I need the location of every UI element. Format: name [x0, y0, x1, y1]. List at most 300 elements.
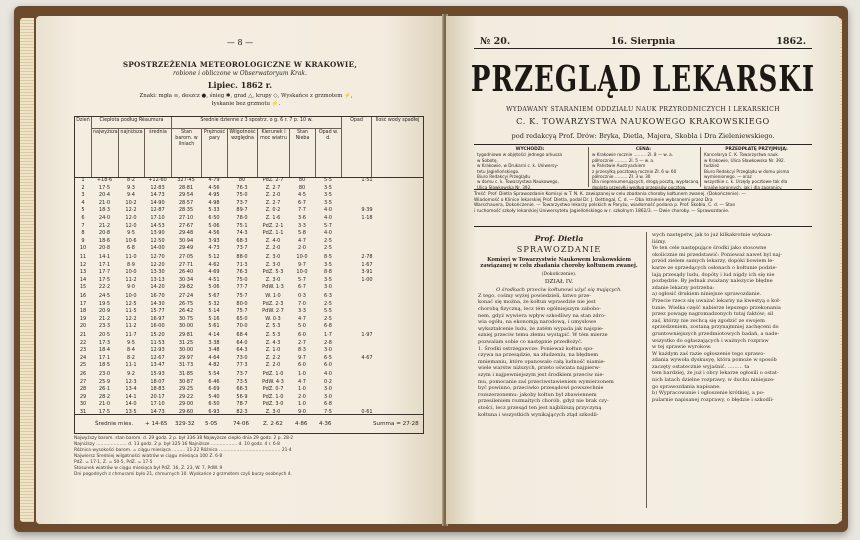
table-cell: 8·5	[324, 254, 332, 260]
table-cell: 327·45	[177, 177, 195, 183]
table-cell: 9·2	[127, 371, 135, 377]
table-row	[75, 340, 423, 348]
article-section: DZIAŁ IV.	[544, 278, 574, 285]
header-mean: średnia	[144, 129, 171, 177]
article-note: (Dokończenie).	[541, 271, 577, 277]
table-cell: 17·1	[98, 354, 111, 361]
open-book	[14, 6, 848, 532]
month-heading: Lipiec. 1862 r.	[207, 80, 273, 90]
header-min: najniższa	[118, 129, 144, 177]
table-cell: 18·6	[98, 237, 111, 244]
table-cell: 17·5	[98, 276, 111, 283]
masthead-subtitle-1: WYDAWANY STARANIEM ODDZIAŁU NAUK PRZYRODNICZYCH I LEKARSKICH	[506, 106, 780, 113]
table-cell: 2·5	[324, 237, 332, 244]
table-cell: 6·8	[324, 323, 332, 330]
table-row	[75, 200, 423, 208]
masthead-title: PRZEGLĄD LEKARSKI	[470, 60, 816, 101]
table-cell: 12	[79, 261, 87, 268]
table-row	[75, 394, 423, 402]
table-cell: 12·2	[125, 207, 137, 214]
table-cell: 1·51	[361, 177, 373, 183]
table-row	[75, 323, 423, 331]
table-cell: 70·0	[236, 323, 248, 330]
table-cell: 9·7	[298, 261, 306, 268]
table-cell: 1·67	[361, 261, 373, 268]
table-cell: 26·75	[178, 300, 194, 307]
table-cell: 76·3	[236, 184, 248, 191]
table-cell: 9	[81, 237, 85, 244]
table-cell: 75·0	[236, 276, 248, 283]
info-line: w Krakowie, w Drukarni c. k. Uniwersy-	[477, 163, 559, 169]
table-cell: 12·83	[150, 184, 165, 191]
table-cell: 4·56	[208, 184, 220, 191]
table-cell: 5·14	[208, 308, 220, 315]
table-cell: 73·7	[236, 199, 248, 206]
text-line: szym i najpewniejszym jest środkiem przeciw nie-	[478, 371, 605, 378]
table-cell: 5	[81, 207, 85, 214]
text-line: rozszerzonemu: jakoby kołtun był zbawiennem	[478, 391, 597, 398]
table-cell	[341, 185, 393, 193]
text-line: zaś, którzy nie zechcą się zgodzić ze swojem	[652, 317, 765, 324]
table-cell	[341, 394, 393, 402]
table-cell: 20·9	[98, 308, 111, 315]
table-cell: 29·25	[178, 386, 194, 393]
info-line: Biuro Redakcyi Przeglądu	[477, 174, 531, 180]
table-cell: 17·3	[98, 339, 111, 346]
table-cell: 11·0	[125, 254, 137, 260]
table-cell: 5·06	[208, 284, 220, 291]
table-cell: 20·5	[98, 332, 111, 338]
text-line: chorobą fizyczną, lecz tém ogólniejszym zabobo-	[478, 306, 601, 312]
table-cell: 9·0	[127, 284, 135, 291]
table-cell: 6·0	[298, 362, 306, 369]
info-line: doplata przesyłki według przepisów pocztow.	[592, 184, 687, 190]
table-cell: 2·5	[324, 300, 332, 307]
table-cell: 7·7	[298, 207, 306, 214]
table-cell: 28·35	[178, 207, 194, 214]
table-cell: 29·48	[178, 230, 194, 237]
table-cell: 4·98	[208, 199, 220, 206]
table-cell	[341, 362, 393, 370]
info-line: Kancelarya C. K. Towarzystwa nauk.	[704, 152, 780, 158]
table-cell: 18	[79, 308, 87, 315]
table-cell: 29·81	[178, 332, 194, 338]
table-cell: 21·2	[98, 222, 111, 229]
publication-info-box	[474, 144, 812, 190]
table-cell: 5·54	[208, 371, 220, 377]
table-cell: 19·5	[98, 300, 111, 307]
table-cell: 4·0	[324, 207, 332, 214]
table-row	[75, 245, 423, 253]
text-line: wia ogółu, na ekonomją narodową, i umysłowe	[478, 319, 597, 326]
table-cell: 11·5	[125, 308, 137, 315]
table-cell: 7·0	[298, 300, 306, 307]
table-cell: 1·00	[361, 276, 373, 283]
table-row	[75, 207, 423, 215]
header-day: Dzień	[76, 118, 90, 123]
note-line: Stosunek wiatrów w ciągu miesiąca był PdZ. 16, Z. 23, W. 7, PdW. 9	[74, 466, 223, 471]
table-row	[75, 238, 423, 246]
article-heading: SPRAWOZDANIE	[516, 244, 602, 254]
table-row	[75, 192, 423, 200]
table-cell	[341, 293, 393, 301]
text-line: zdania wywoła dyskusyę, która pomoże w sposób	[652, 357, 777, 364]
table-cell: 3·0	[324, 347, 332, 354]
table-cell: 8·8	[324, 269, 332, 276]
text-line: pozbędzie. By jednak zważany należycie błędne	[652, 278, 773, 285]
divider	[474, 226, 812, 227]
note-line: PdZ. = 17·1, Z. = 50·5, PdZ. = 17·5	[74, 460, 153, 465]
table-cell: 12·93	[150, 347, 165, 354]
table-cell: 4	[81, 199, 85, 206]
text-line: wykształcenie ludu, że zatém wypada jak najspie-	[478, 325, 604, 332]
table-cell: 31·25	[178, 339, 194, 346]
table-cell: 8·2	[127, 177, 135, 183]
table-cell: 14·1	[98, 254, 111, 260]
table-cell: 71·3	[236, 261, 248, 268]
meteorological-title: SPOSTRZEŻENIA METEOROLOGICZNE W KRAKOWIE,	[122, 60, 358, 69]
info-line: półrocznie ……… 2l. 5 — w. a.	[592, 157, 655, 163]
table-cell: 26·1	[98, 386, 111, 393]
table-cell: 16	[79, 293, 87, 299]
table-cell	[341, 284, 393, 292]
table-cell: 2·8	[324, 339, 332, 346]
table-cell: 82·3	[236, 409, 248, 415]
table-cell: PdZ. 3·0	[262, 401, 284, 408]
table-cell: 27·10	[178, 215, 194, 221]
note-line: Najwiersz Średniej wilgotności wiatrów w ciągu miesiąca 100 Z. 6·8	[74, 454, 223, 459]
table-cell: 16·70	[150, 293, 165, 299]
table-cell: 5·61	[208, 323, 220, 330]
table-row	[75, 332, 423, 340]
table-cell: 14·90	[150, 199, 165, 206]
table-cell: 3·48	[208, 347, 220, 354]
table-row	[75, 262, 423, 270]
table-row	[75, 386, 423, 394]
table-cell: 56·9	[236, 393, 248, 400]
table-cell: 11·53	[150, 339, 165, 346]
table-cell: 28	[79, 386, 87, 393]
text-line: nich latach dzielne rozprawy, w duchu niniejsze-	[652, 377, 775, 384]
table-cell: 20·17	[150, 393, 165, 400]
table-cell	[341, 308, 393, 316]
info-column	[474, 147, 586, 190]
info-line: tudzież	[704, 163, 720, 169]
table-notes	[74, 436, 422, 478]
table-cell: 21	[79, 332, 87, 338]
table-cell: 5·5	[324, 177, 332, 183]
table-cell: 26	[79, 371, 87, 377]
table-cell: 1·0	[298, 371, 306, 377]
table-cell: 4·0	[324, 215, 332, 221]
table-cell: 14·0	[125, 401, 137, 408]
info-column-title: WYCHODZI:	[515, 147, 545, 152]
table-cell: 74·3	[236, 230, 248, 237]
table-cell: 6·7	[298, 199, 306, 206]
info-line: w Krakowie, Ulica Sławkowska Nr. 392.	[704, 157, 786, 163]
table-cell: 73·7	[236, 245, 248, 252]
article-text-left	[478, 293, 640, 418]
table-cell: 17	[79, 300, 87, 307]
text-line: go sprawozdania napisane.	[652, 383, 721, 390]
weather-table	[74, 116, 424, 434]
table-cell: Z. 1·0	[265, 347, 281, 354]
issue-number: № 20.	[480, 36, 511, 47]
table-cell: PdZ. 1·0	[262, 371, 284, 377]
table-cell: 27·67	[178, 222, 194, 229]
table-cell: PdW. 2·7	[262, 308, 284, 315]
table-cell: 3·3	[298, 222, 306, 229]
table-cell: 31·85	[178, 371, 194, 377]
table-cell	[341, 379, 393, 387]
table-cell: 20	[79, 323, 87, 330]
text-line: przez powagę nagromadzonych tutaj faktów; sil	[652, 311, 774, 318]
header-barometer: Stan barom. w liniach	[171, 129, 201, 177]
table-cell: 24	[79, 354, 87, 361]
table-cell: 11	[79, 254, 87, 260]
text-line: mu, pomocanie zaś przeciwstawieniem wymierzonem	[478, 378, 614, 385]
group-header-precipitation: Opad	[341, 117, 371, 177]
table-cell: 10·0	[296, 269, 308, 276]
table-cell: 4·0	[324, 371, 332, 377]
info-line: Ulica Sławkowska Nr. 392.	[477, 184, 532, 190]
table-cell: 30	[79, 401, 87, 408]
footer-sky: 4·86	[295, 421, 308, 427]
text-line: gruntowniejszych przedmiotowych badań, a nade-	[652, 330, 780, 337]
header-precip: Opad w. d.	[315, 129, 341, 177]
table-cell: 6·0	[298, 332, 306, 338]
text-line: liśmy.	[652, 238, 667, 245]
table-cell: 28·81	[178, 184, 194, 191]
page-number: — 8 —	[226, 38, 254, 47]
table-cell: 3·5	[324, 261, 332, 268]
table-cell: 6·50	[208, 215, 220, 221]
table-cell: 12·0	[125, 222, 137, 229]
table-row	[75, 347, 423, 355]
table-cell: 18·5	[98, 362, 111, 369]
table-cell: 2·7	[298, 339, 306, 346]
text-line: pozwalam sobie co następnie przedłożyć.	[478, 338, 583, 345]
table-of-contents	[474, 192, 812, 214]
table-cell: 0·2	[324, 378, 332, 385]
text-line: pularnie napisanej rozprawy, o błędzie i szkodli-	[652, 396, 774, 403]
text-line: wiele warstw niższych, przeto oświata najpierw-	[478, 365, 601, 372]
table-cell: 4·5	[298, 192, 306, 199]
info-line: wymienionego. — oraz	[704, 174, 752, 180]
left-page	[36, 16, 444, 524]
table-cell	[341, 371, 393, 379]
table-cell: 77·3	[236, 362, 248, 369]
text-line: W każdym zaś razie ogłoszenie tego sprawo-	[652, 350, 765, 357]
table-header	[75, 117, 423, 178]
table-cell	[341, 238, 393, 246]
text-line: wszystko do ogłaszających i ważnych rozpraw	[652, 337, 769, 344]
table-cell: 6·7	[298, 284, 306, 291]
symbols-line-1: Znaki: mgła ≡, deszcz ●, śnieg ✱, grad △, krupy ◇, Wyskańce z grzmotem ⚡,	[139, 93, 353, 99]
article-column-right	[652, 232, 812, 403]
table-cell: 80	[298, 184, 306, 191]
table-cell: 8	[81, 230, 85, 237]
table-cell: 15·77	[150, 308, 165, 315]
text-line: Przecie rzecz się uważać lekarzy na kwestyą o koł-	[652, 297, 781, 304]
table-cell: 15	[79, 284, 87, 291]
table-cell: 2·5	[324, 315, 332, 322]
table-cell: PdW. 4·3	[262, 378, 284, 385]
meteorological-subtitle: robione i obliczone w Obserwatoryum Krak.	[173, 70, 307, 77]
table-cell: +18·6	[96, 177, 113, 183]
table-cell: 5·67	[208, 293, 220, 299]
table-cell: 29·82	[178, 284, 194, 291]
contents-line: Treść: Prof. Dietla Sprawozdanie Komisyi w T. N. K. zawiązanej w celu zbadania choroby kołtunem zwanej. (Dokończenie). —	[474, 192, 746, 197]
header-humidity: Wilgotność względna	[227, 129, 257, 177]
table-cell: 30·94	[178, 237, 194, 244]
table-cell: 29	[79, 393, 87, 400]
table-cell: 3·5	[324, 184, 332, 191]
footer-mean-temp: + 14·65	[145, 421, 168, 427]
table-cell: Z. 3·0	[265, 254, 281, 260]
table-cell	[341, 200, 393, 208]
text-line: stości, lecz przesąd ten jest najbliższą przyczyną	[478, 404, 602, 411]
table-cell: 31·73	[178, 362, 194, 369]
issue-date: 16. Sierpnia	[610, 36, 676, 47]
table-cell: 65·0	[236, 315, 248, 322]
table-cell: 3	[81, 192, 85, 199]
table-cell	[341, 316, 393, 324]
table-cell: 6·46	[208, 378, 220, 385]
table-cell: PdZ. 2·1	[262, 222, 284, 229]
table-cell: 14·53	[150, 222, 165, 229]
table-cell: 29·97	[178, 354, 194, 361]
table-cell: 14·73	[150, 192, 165, 199]
table-cell: 29·54	[178, 192, 194, 199]
info-line: wszystkie c. k. Urzędy pocztowe tak dla	[704, 179, 788, 185]
table-cell: 12·50	[150, 237, 165, 244]
table-cell: 9·3	[127, 184, 135, 191]
table-cell: 12·20	[150, 261, 165, 268]
group-header-water-amount: Ilość wody spadłej	[371, 117, 423, 177]
info-line: Biuro Redakcyi Przeglądu w domu pisma	[704, 168, 790, 174]
text-line: a) ogłosić drukiem niniejsze sprawozdanie.	[652, 291, 762, 298]
table-cell: 20·8	[98, 245, 111, 252]
table-cell: 9·4	[127, 192, 135, 199]
table-row	[75, 284, 423, 292]
header-sky: Stan Nieba	[289, 129, 315, 177]
table-cell: 6·50	[208, 401, 220, 408]
table-cell: 1·0	[298, 401, 306, 408]
table-cell: 29·60	[178, 409, 194, 415]
info-line: w Państwie Austryackiem	[592, 163, 646, 169]
table-cell: Z. 2·7	[265, 184, 281, 191]
table-cell: 2·0	[298, 245, 306, 252]
table-cell: 4·14	[208, 332, 220, 338]
table-cell: 5·12	[208, 254, 220, 260]
table-cell: 18·4	[98, 347, 111, 354]
table-row	[75, 254, 423, 262]
table-cell: 26·42	[178, 308, 194, 315]
table-cell: 10	[79, 245, 87, 252]
table-cell: 25·9	[98, 378, 111, 385]
table-row	[75, 293, 423, 301]
text-line: Z tego, cośmy wyżej powiedzieli, łatwo prze-	[478, 292, 591, 299]
table-cell: 3·5	[324, 276, 332, 283]
table-cell: Z. 1·6	[265, 215, 281, 221]
table-cell: 5·5	[324, 308, 332, 315]
article-author: Prof. Dietla	[534, 234, 584, 243]
text-line: w tej sprawie wyrokow.	[652, 344, 712, 351]
table-cell: 3·38	[208, 339, 220, 346]
table-cell: 13·30	[150, 269, 165, 276]
table-cell: 18·3	[98, 207, 111, 214]
table-cell: W. 0·3	[265, 315, 281, 322]
contents-line: Warschauera, Dokończenie. — Towarzystwo lekarzy polskich w Paryżu, wiadomość podana p. Prof. Skobla, C. d. — Stan	[474, 203, 736, 209]
footer-wind: Z. 2·62	[263, 421, 283, 427]
table-cell: 31	[79, 409, 87, 415]
table-cell: 18·83	[150, 386, 165, 393]
table-cell	[341, 245, 393, 253]
table-cell: 21·0	[98, 199, 111, 206]
table-cell: PdZ. 2·7	[262, 177, 284, 183]
table-cell: Z. 2·0	[265, 362, 281, 369]
table-cell: 80·0	[236, 300, 248, 307]
table-cell: 17·10	[150, 215, 165, 221]
table-cell: 78·0	[236, 215, 248, 221]
group-header-temperature: Ciepłota podług Réaumura	[91, 117, 171, 129]
right-page	[446, 16, 840, 524]
table-cell: 29·00	[178, 401, 194, 408]
info-line: w domu c. k. Towarzystwa Naukowego,	[477, 179, 559, 185]
table-cell: 30·34	[178, 276, 194, 283]
table-cell: 6·8	[324, 401, 332, 408]
footer-humidity: 74·06	[233, 421, 250, 427]
table-cell: 17·5	[98, 184, 111, 191]
note-line: Różnica wysokości barom. = ciągu miesiąca ……… 11·22 Różnica …………………………………… 21·4	[74, 448, 292, 453]
text-line: Ye ten cele następujące środki jako stosowne	[652, 245, 767, 252]
info-column	[588, 147, 699, 190]
table-cell: 75·1	[236, 222, 248, 229]
table-cell: 24·5	[98, 293, 111, 299]
info-line: półrocznie ……… Zł. 3 w. 30	[592, 174, 651, 180]
text-line: zaczęty ostatecznie wyjaśnić. ……… ta	[652, 363, 750, 370]
table-cell: PdZ. 1·1	[262, 230, 284, 237]
table-cell: 20·8	[98, 230, 111, 237]
info-line: krajów koronnych, jak i dla zagranicy.	[704, 184, 783, 190]
header-max: najwyższa	[91, 129, 118, 177]
table-cell: 3·0	[324, 284, 332, 291]
table-cell: 23·3	[98, 323, 111, 330]
text-line: wych następstw, jak to już kilkakrotnie wykaza-	[652, 232, 773, 238]
footer-vapour: 5·05	[205, 421, 218, 427]
table-cell: 8·2	[127, 354, 135, 361]
table-cell: 89·7	[236, 207, 248, 214]
table-cell: 12·67	[150, 354, 165, 361]
table-cell: 64·0	[236, 339, 248, 346]
table-row	[75, 223, 423, 231]
table-cell: 28·57	[178, 199, 194, 206]
table-cell: 21·2	[98, 315, 111, 322]
table-cell: 9·5	[127, 230, 135, 237]
table-cell: PdZ. 2·3	[262, 300, 284, 307]
issue-header	[474, 36, 812, 49]
table-cell: 75·7	[236, 308, 248, 315]
column-separator	[646, 232, 647, 508]
table-cell: Z. 4·0	[265, 237, 281, 244]
table-cell: PdZ. 1·0	[262, 393, 284, 400]
table-cell: 11·2	[125, 323, 137, 330]
table-cell: Z. 2·0	[265, 192, 281, 199]
footer-barometer: 329·32	[175, 421, 195, 427]
table-cell: 3·0	[324, 386, 332, 393]
table-cell: 13·5	[125, 409, 137, 415]
